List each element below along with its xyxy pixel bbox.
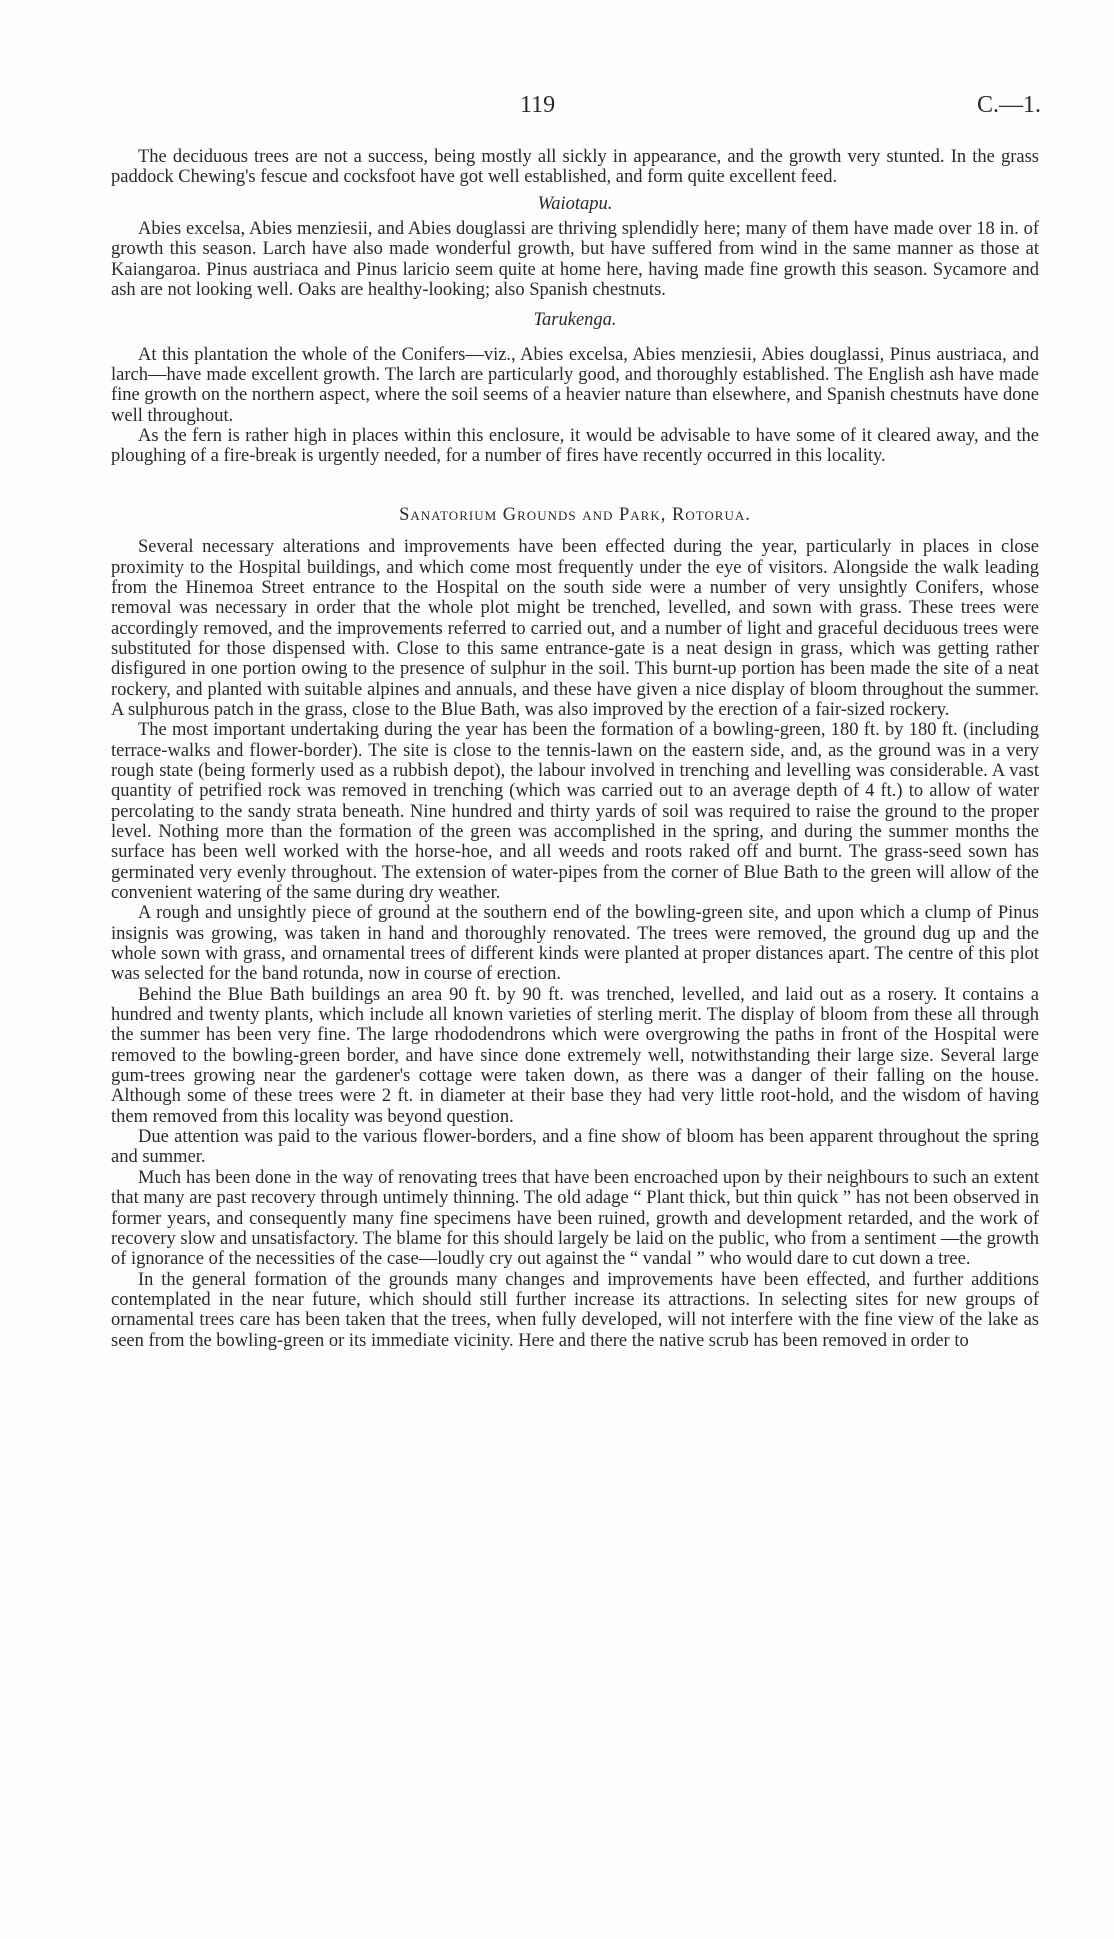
paragraph: The most important undertaking during the year has been the formation of a bowling-green, 180 ft. by 180 ft. (including terrace-walks and flower-border). The site is close to the tennis-lawn on the eastern side, and, as the ground was in a very rough state (being formerly used as a rubbish depot), the labour involved in trenching and levelling was considerable. A vast quantity of petrified rock was removed in trenching (which was carried out to an average depth of 4 ft.) to allow of water percolating to the sandy strata beneath. Nine hundred and thirty yards of soil was required to raise the ground to the proper level. Nothing more than the formation of the green was accomplished in the spring, and during the summer months the surface has been well worked with the horse-hoe, and all weeds and roots raked off and burnt. The grass-seed sown has germinated very evenly throughout. The extension of water-pipes from the corner of Blue Bath to the green will allow of the convenient watering of the same during dry weather.	[111, 720, 1039, 903]
subheading-tarukenga: Tarukenga.	[533, 310, 617, 331]
paragraph: Abies excelsa, Abies menziesii, and Abies douglassi are thriving splendidly here; many of them have made over 18 in. of growth this season. Larch have also made wonderful growth, but have suffered from wind in the same manner as those at Kaiangaroa. Pinus austriaca and Pinus laricio seem quite at home here, having made fine growth this season. Sycamore and ash are not looking well. Oaks are healthy-looking; also Spanish chestnuts.	[111, 219, 1039, 301]
paragraph: At this plantation the whole of the Conifers—viz., Abies excelsa, Abies menziesii, Abies douglassi, Pinus austriaca, and larch—have made excellent growth. The larch are particularly good, and thoroughly established. The English ash have made fine growth on the northern aspect, where the soil seems of a heavier nature than elsewhere, and Spanish chestnuts have done well throughout.	[111, 344, 1039, 426]
subheading-waiotapu: Waiotapu.	[537, 193, 613, 214]
paragraph: Behind the Blue Bath buildings an area 90 ft. by 90 ft. was trenched, levelled, and laid out as a rosery. It contains a hundred and twenty plants, which include all known varieties of sterling merit. The display of bloom from these all through the summer has been very fine. The large rhododendrons which were overgrowing the paths in front of the Hospital were removed to the bowling-green border, and have since done extremely well, notwithstanding their large size. Several large gum-trees growing near the gardener's cottage were taken down, as there was a danger of their falling on the house. Although some of these trees were 2 ft. in diameter at their base they had very little root-hold, and the wisdom of having them removed from this locality was beyond question.	[111, 984, 1039, 1127]
paragraph: As the fern is rather high in places within this enclosure, it would be advisable to have some of it cleared away, and the ploughing of a fire-break is urgently needed, for a number of fires have recently occurred in this locality.	[111, 426, 1039, 467]
paragraph: Due attention was paid to the various flower-borders, and a fine show of bloom has been apparent throughout the spring and summer.	[111, 1127, 1039, 1168]
paragraph: The deciduous trees are not a success, being mostly all sickly in appearance, and the growth very stunted. In the grass paddock Chewing's fescue and cocksfoot have got well established, and form quite excellent feed.	[111, 147, 1039, 188]
paragraph: Much has been done in the way of renovating trees that have been encroached upon by their neighbours to such an extent that many are past recovery through untimely thinning. The old adage “ Plant thick, but thin quick ” has not been observed in former years, and consequently many fine specimens have been ruined, growth and development retarded, and the work of recovery slow and unsatisfactory. The blame for this should largely be laid on the public, who from a sentiment —the growth of ignorance of the necessities of the case—loudly cry out against the “ vandal ” who would dare to cut down a tree.	[111, 1167, 1039, 1270]
paragraph: Several necessary alterations and improvements have been effected during the year, particularly in places in close proximity to the Hospital buildings, and which come most frequently under the eye of visitors. Alongside the walk leading from the Hinemoa Street entrance to the Hospital on the south side were a number of very unsightly Conifers, whose removal was necessary in order that the whole plot might be trenched, levelled, and sown with grass. These trees were accordingly removed, and the improvements referred to carried out, and a number of light and graceful deciduous trees were substituted for those dispensed with. Close to this same entrance-gate is a neat design in grass, which was getting rather disfigured in one portion owing to the presence of sulphur in the soil. This burnt-up portion has been made the site of a neat rockery, and planted with suitable alpines and annuals, and these have given a nice display of bloom throughout the summer. A sulphurous patch in the grass, close to the Blue Bath, was also improved by the erection of a fair-sized rockery.	[111, 537, 1039, 720]
document-reference: C.—1.	[977, 92, 1042, 118]
paragraph: A rough and unsightly piece of ground at the southern end of the bowling-green site, and upon which a clump of Pinus insignis was growing, was taken in hand and thoroughly renovated. The trees were removed, the ground dug up and the whole sown with grass, and ornamental trees of different kinds were planted at proper distances apart. The centre of this plot was selected for the band rotunda, now in course of erection.	[111, 903, 1039, 985]
paragraph: In the general formation of the grounds many changes and improvements have been effected, and further additions contemplated in the near future, which should still further increase its attractions. In selecting sites for new groups of ornamental trees care has been taken that the trees, when fully developed, will not interfere with the fine view of the lake as seen from the bowling-green or its immediate vicinity. Here and there the native scrub has been removed in order to	[111, 1269, 1039, 1351]
section-heading-sanatorium: Sanatorium Grounds and Park, Rotorua.	[399, 504, 751, 525]
page-number: 119	[520, 92, 556, 118]
body-text	[111, 147, 1039, 1351]
page-header	[0, 92, 1114, 132]
